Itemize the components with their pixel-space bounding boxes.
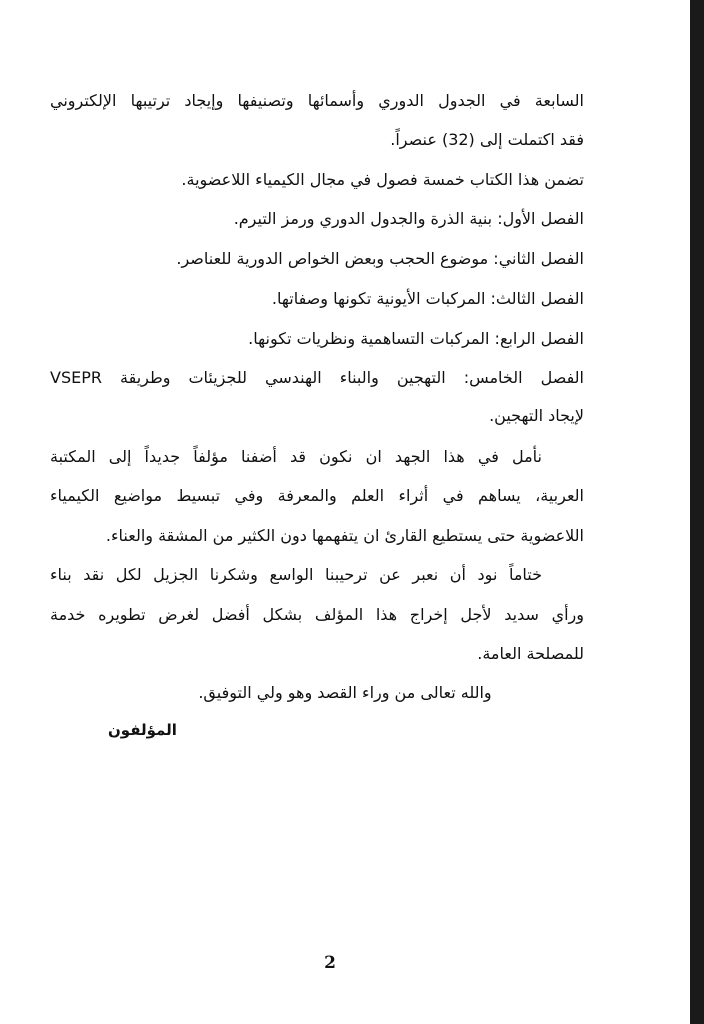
text-line-9: لإيجاد التهجين.	[489, 406, 584, 425]
paragraph-2-line-1: نأمل في هذا الجهد ان نكون قد أضفنا مؤلفاً جديداً إلى المكتبة	[50, 447, 542, 466]
text-line-2: فقد اكتملت إلى (32) عنصراً.	[390, 130, 584, 149]
chapter-1-line: الفصل الأول: بنية الذرة والجدول الدوري ورمز التيرم.	[233, 209, 584, 228]
paragraph-2-line-3: اللاعضوية حتى يستطيع القارئ ان يتفهمها دون الكثير من المشقة والعناء.	[105, 526, 584, 545]
chapter-5-acronym: VSEPR	[50, 368, 102, 387]
paragraph-3-line-2: ورأي سديد لأجل إخراج هذا المؤلف بشكل أفضل لغرض تطويره خدمة	[50, 605, 584, 624]
text-line-3: تضمن هذا الكتاب خمسة فصول في مجال الكيمياء اللاعضوية.	[181, 170, 584, 189]
chapter-4-line: الفصل الرابع: المركبات التساهمية ونظريات تكونها.	[248, 329, 584, 348]
chapter-2-line: الفصل الثاني: موضوع الحجب وبعض الخواص الدورية للعناصر.	[176, 249, 584, 268]
chapter-5-line	[50, 367, 584, 389]
paragraph-3-line-1: ختاماً نود أن نعبر عن ترحيبنا الواسع وشكرنا الجزيل لكل نقد بناء	[50, 565, 542, 584]
page-number: 2	[324, 953, 336, 973]
chapter-5-text: الفصل الخامس: التهجين والبناء الهندسي للجزيئات وطريقة	[120, 368, 585, 387]
paragraph-2-line-2: العربية، يساهم في أثراء العلم والمعرفة وفي تبسيط مواضيع الكيمياء	[50, 486, 584, 505]
paragraph-3-line-3: للمصلحة العامة.	[477, 644, 584, 663]
chapter-3-line: الفصل الثالث: المركبات الأيونية تكونها وصفاتها.	[271, 289, 584, 308]
text-line-1: السابعة في الجدول الدوري وأسمائها وتصنيفها وإيجاد ترتيبها الإلكتروني	[50, 91, 584, 110]
closing-line: والله تعالى من وراء القصد وهو ولي التوفيق.	[198, 683, 492, 702]
authors-signature: المؤلفون	[108, 721, 177, 739]
page-edge-shadow	[690, 0, 704, 1024]
